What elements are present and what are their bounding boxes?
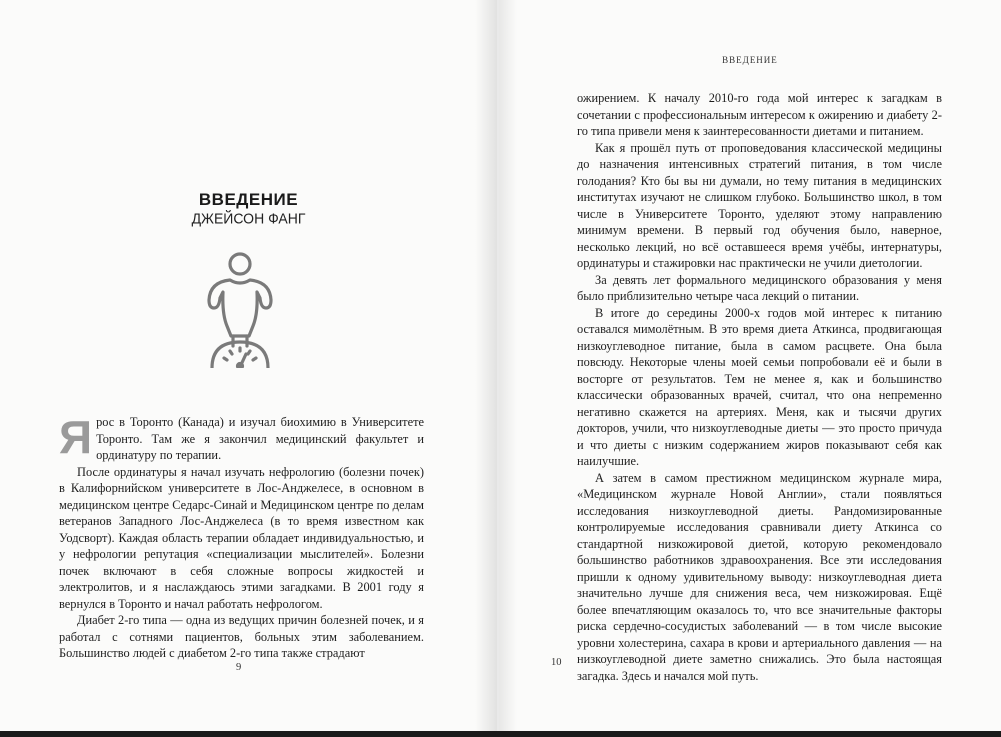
bottom-edge bbox=[0, 731, 1001, 737]
paragraph bbox=[59, 411, 424, 464]
paragraph: А затем в самом престижном медицинском журнале мира, «Медицинском журнале Новой Англии», стали появляться исследования низкоуглеводной диеты. Рандомизированные контролируемые исследования сравнивали диету Аткинса со стандартной низкожировой диетой, которую рекомендовало большинство работников здравоохранения. Все эти исследования пришли к одному удивительному выводу: низкоуглеводная диета значительно лучше для снижения веса, чем низкожировая. Ещё более впечатляющим оказалось то, что все значительные факторы риска сердечно-сосудистых заболеваний — в том числе высокие уровни холестерина, сахара в крови и артериального давления — на низкоуглеводной диете заметно снижались. Это была настоящая загадка. Здесь и начался мой путь. bbox=[577, 470, 942, 683]
gutter-shadow bbox=[475, 0, 497, 731]
paragraph: ожирением. К началу 2010-го года мой интерес к загадкам в сочетании с профессиональным интересом к ожирению и диабету 2-го типа привели меня к заинтересованности диетами и питанием. bbox=[577, 91, 942, 138]
chapter-title: ВВЕДЕНИЕ bbox=[198, 190, 299, 209]
drop-cap: Я bbox=[59, 411, 93, 463]
paragraph: Диабет 2-го типа — одна из ведущих причин болезней почек, и я работал с сотнями пациентов, больных этим заболеванием. Большинство людей с диабетом 2-го типа также страдают bbox=[59, 613, 424, 660]
gutter-shadow bbox=[499, 0, 517, 731]
body-text bbox=[577, 90, 942, 684]
person-on-scale-icon bbox=[200, 250, 280, 368]
paragraph: За девять лет формального медицинского образования у меня было приблизительно четыре часа лекций о питании. bbox=[577, 272, 942, 303]
paragraph: После ординатуры я начал изучать нефрологию (болезни почек) в Калифорнийском университете в Лос-Анджелесе, в основном в медицинском центре Седарс-Синай и Медицинском центре по делам ветеранов Западного Лос-Анджелеса (в то время известном как Уодсворт). Каждая область терапии обладает индивидуальностью, и у нефрологии репутация «специализации мыслителей». Болезни почек включают в себя сложные вопросы жидкостей и электролитов, и я наслаждаюсь этими загадками. В 2001 году я вернулся в Торонто и начал работать нефрологом. bbox=[59, 464, 424, 611]
paragraph: Как я прошёл путь от проповедования классической медицины до назначения интенсивных стратегий питания, в том числе голодания? Кто бы вы ни думали, но тему питания в медицинских институтах изучают не слишком глубоко. Большинство школ, в том числе в Университете Торонто, уделяют этому направлению минимум времени. В первый год обучения было, наверное, несколько лекций, но всё оставшееся время учёбы, интернатуры, ординатуры и стажировки нас практически не учили диетологии. bbox=[577, 140, 942, 270]
paragraph: В итоге до середины 2000-х годов мой интерес к питанию оставался мимолётным. В это время диета Аткинса, продвигающая низкоуглеводное питание, была в самом расцвете. Она была повсюду. Некоторые члены моей семьи попробовали её и были в восторге от результатов. Тем не менее я, как и большинство классически образованных врачей, считал, что она непременно негативно скажется на артериях. Меня, как и тысячи других докторов, учили, что низкоуглеводные диеты — это просто причуда и что диеты с низким содержанием жиров показывают себя как наилучшие. bbox=[577, 305, 942, 468]
page-number: 10 bbox=[551, 657, 562, 668]
right-page bbox=[499, 0, 1001, 731]
chapter-author: ДЖЕЙСОН ФАНГ bbox=[191, 209, 306, 227]
page-number: 9 bbox=[236, 662, 242, 673]
left-page bbox=[0, 0, 497, 731]
paragraph-text: рос в Торонто (Канада) и изучал биохимию в Университете Торонто. Там же я закончил медицинский факультет и ординатуру по терапии. bbox=[96, 415, 424, 462]
body-text bbox=[59, 411, 424, 662]
running-head: ВВЕДЕНИЕ bbox=[722, 55, 778, 65]
